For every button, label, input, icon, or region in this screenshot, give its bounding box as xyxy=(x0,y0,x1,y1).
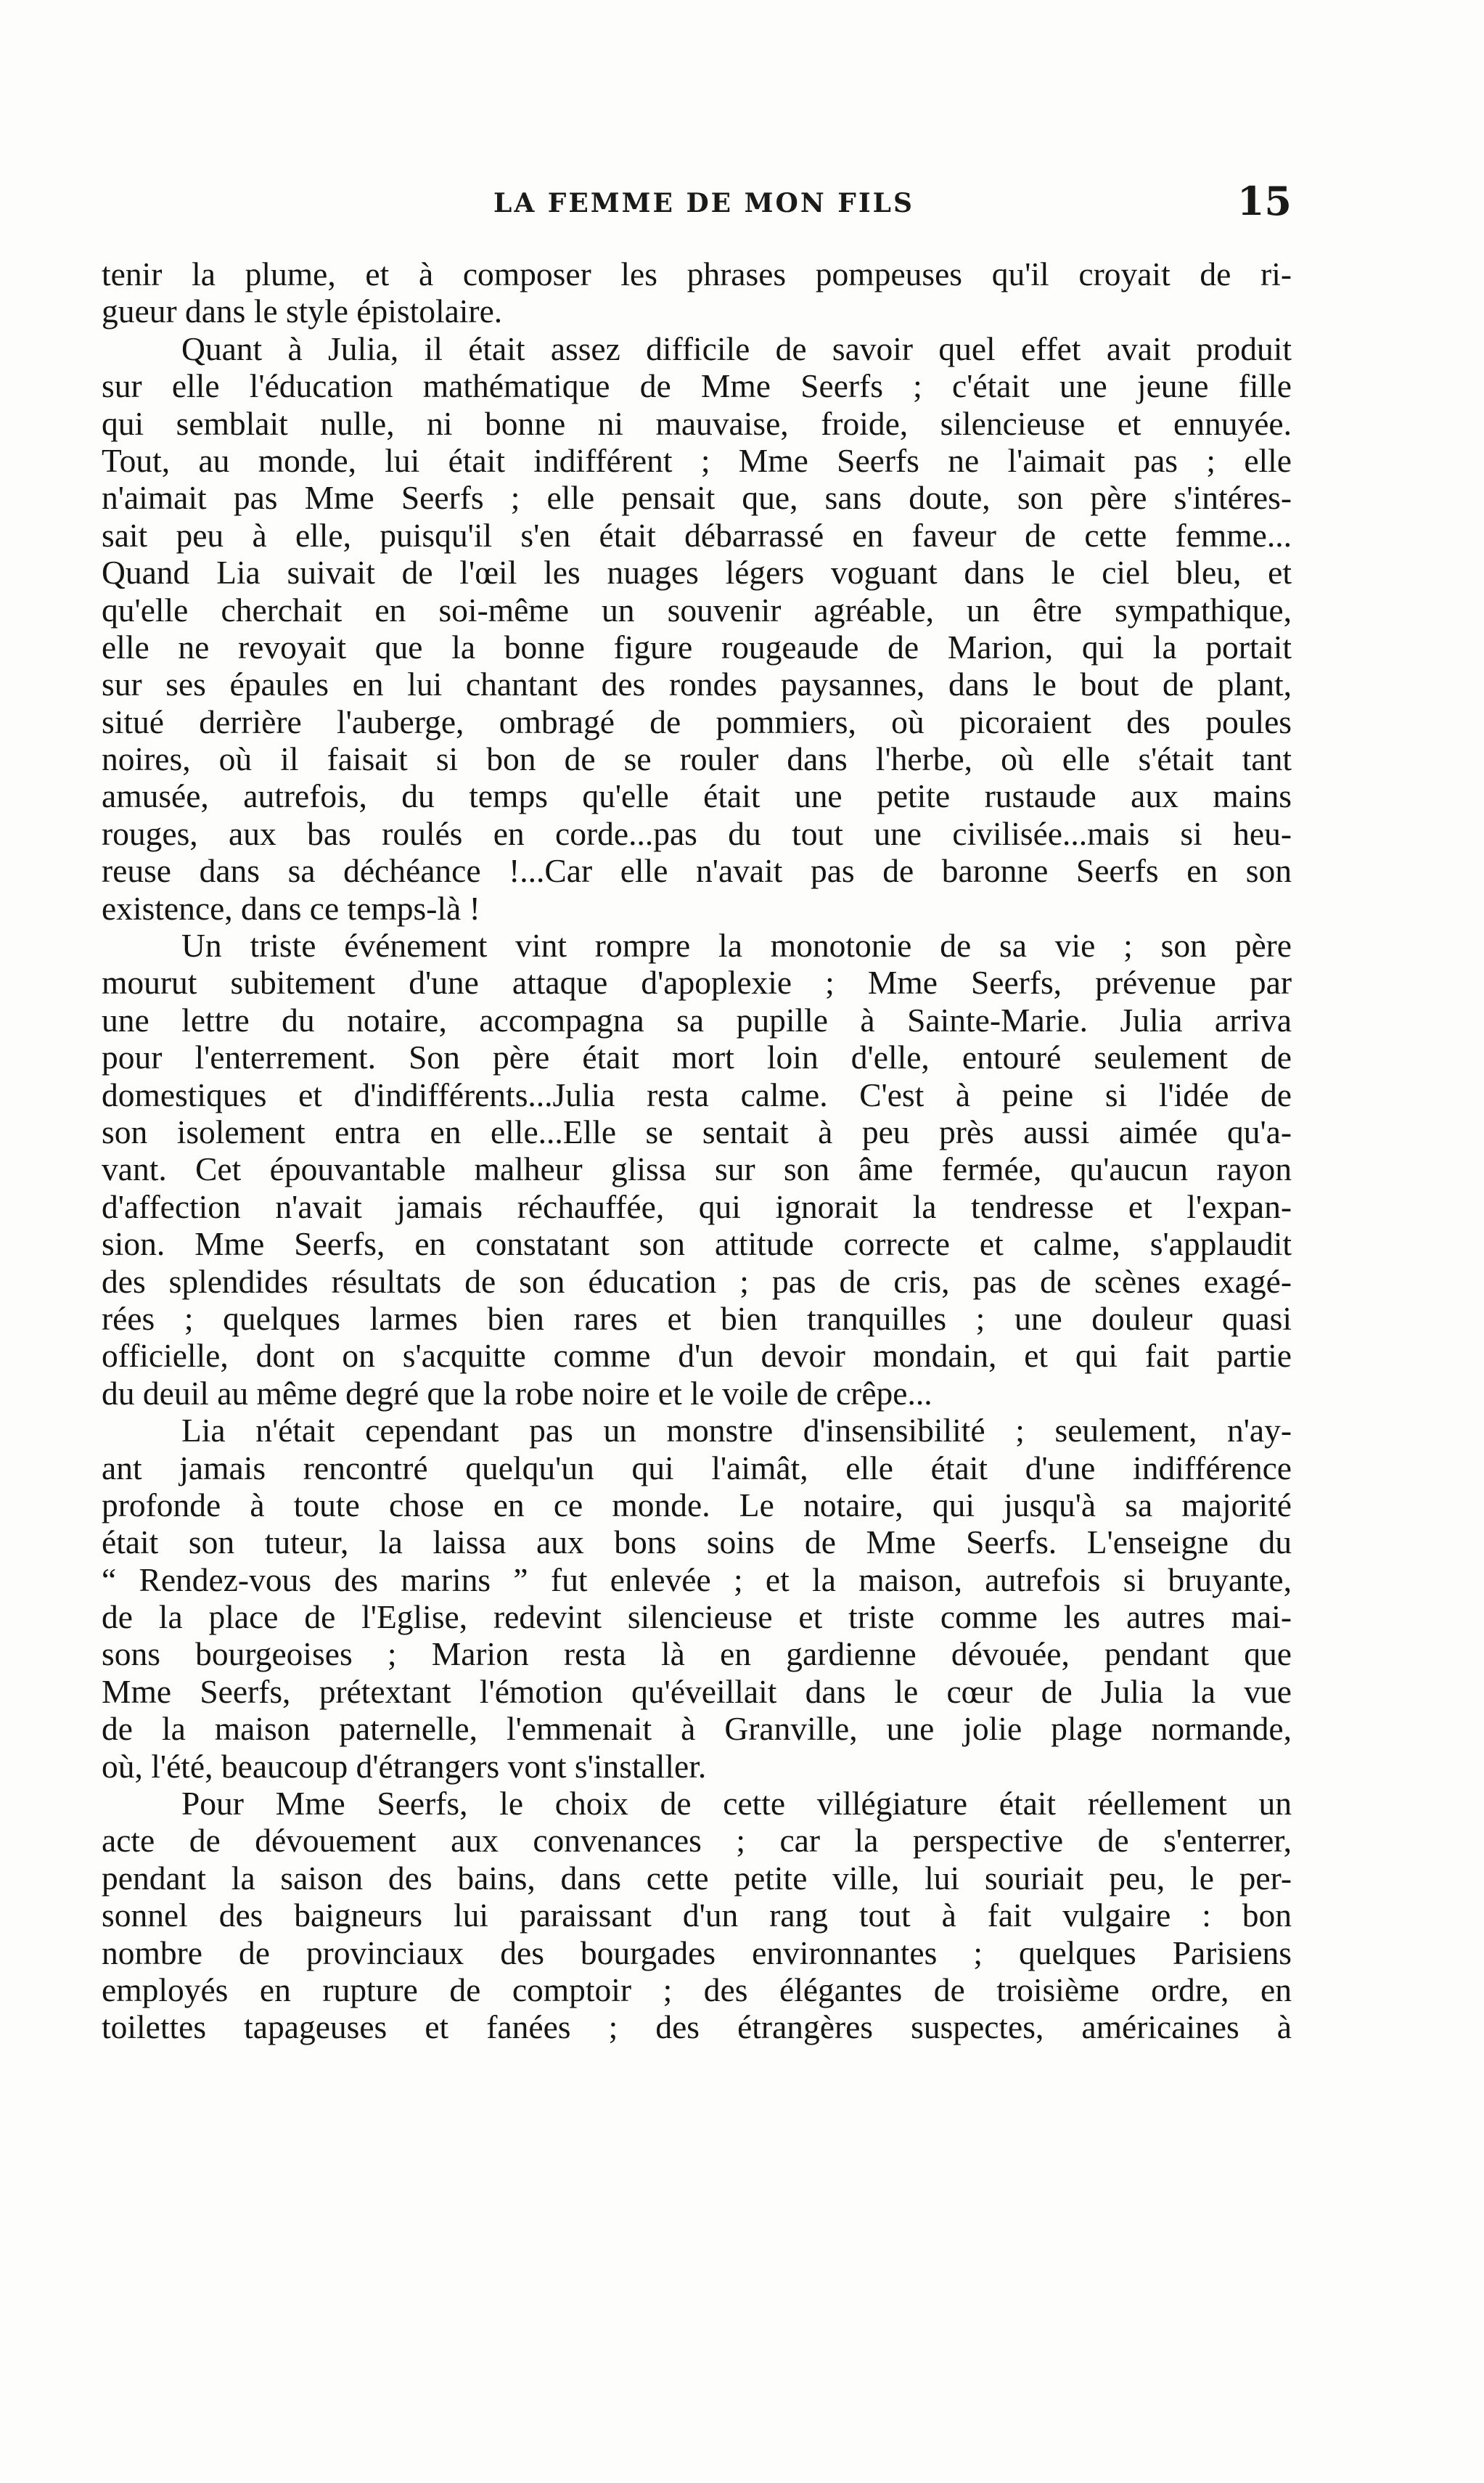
text-line: reuse dans sa déchéance !...Car elle n'avait pas de baronne Seerfs en son xyxy=(102,852,1292,890)
text-line: des splendides résultats de son éducation ; pas de cris, pas de scènes exagé- xyxy=(102,1262,1292,1300)
text-line: tenir la plume, et à composer les phrases pompeuses qu'il croyait de ri- xyxy=(102,255,1292,293)
text-line: Quand Lia suivait de l'œil les nuages légers voguant dans le ciel bleu, et xyxy=(102,554,1292,592)
text-line: une lettre du notaire, accompagna sa pupille à Sainte-Marie. Julia arriva xyxy=(102,1001,1292,1039)
text-line: rées ; quelques larmes bien rares et bien tranquilles ; une douleur quasi xyxy=(102,1299,1292,1337)
body-text xyxy=(102,255,1292,2046)
text-line: ant jamais rencontré quelqu'un qui l'aimât, elle était d'une indifférence xyxy=(102,1449,1292,1486)
text-line: d'affection n'avait jamais réchauffée, qui ignorait la tendresse et l'expan- xyxy=(102,1187,1292,1225)
text-line: Un triste événement vint rompre la monotonie de sa vie ; son père xyxy=(181,927,1292,965)
page-number: 15 xyxy=(1237,178,1292,224)
text-line: Lia n'était cependant pas un monstre d'insensibilité ; seulement, n'ay- xyxy=(181,1412,1292,1449)
running-title: LA FEMME DE MON FILS xyxy=(493,188,914,218)
text-line: Quant à Julia, il était assez difficile de savoir quel effet avait produit xyxy=(181,330,1292,367)
running-head xyxy=(102,178,1292,229)
text-line: situé derrière l'auberge, ombragé de pommiers, où picoraient des poules xyxy=(102,703,1292,740)
text-line: sait peu à elle, puisqu'il s'en était débarrassé en faveur de cette femme... xyxy=(102,516,1292,554)
text-line: mourut subitement d'une attaque d'apoplexie ; Mme Seerfs, prévenue par xyxy=(102,964,1292,1002)
text-line: de la maison paternelle, l'emmenait à Granville, une jolie plage normande, xyxy=(102,1710,1292,1748)
text-line: n'aimait pas Mme Seerfs ; elle pensait que, sans doute, son père s'intéres- xyxy=(102,479,1292,517)
text-line: pour l'enterrement. Son père était mort loin d'elle, entouré seulement de xyxy=(102,1039,1292,1076)
text-line: vant. Cet épouvantable malheur glissa sur son âme fermée, qu'aucun rayon xyxy=(102,1150,1292,1188)
text-line: domestiques et d'indifférents...Julia resta calme. C'est à peine si l'idée de xyxy=(102,1076,1292,1113)
text-line: qu'elle cherchait en soi-même un souvenir agréable, un être sympathique, xyxy=(102,591,1292,629)
text-line: profonde à toute chose en ce monde. Le notaire, qui jusqu'à sa majorité xyxy=(102,1486,1292,1523)
text-line: gueur dans le style épistolaire. xyxy=(102,293,503,330)
text-line: sons bourgeoises ; Marion resta là en gardienne dévouée, pendant que xyxy=(102,1635,1292,1673)
text-line: pendant la saison des bains, dans cette petite ville, lui souriait peu, le per- xyxy=(102,1859,1292,1897)
text-line: nombre de provinciaux des bourgades environnantes ; quelques Parisiens xyxy=(102,1934,1292,1971)
text-line: qui semblait nulle, ni bonne ni mauvaise, froide, silencieuse et ennuyée. xyxy=(102,404,1292,442)
text-line: de la place de l'Eglise, redevint silencieuse et triste comme les autres mai- xyxy=(102,1598,1292,1636)
text-line: sion. Mme Seerfs, en constatant son attitude correcte et calme, s'applaudit xyxy=(102,1225,1292,1263)
text-line: rouges, aux bas roulés en corde...pas du tout une civilisée...mais si heu- xyxy=(102,814,1292,852)
text-line: Tout, au monde, lui était indifférent ; Mme Seerfs ne l'aimait pas ; elle xyxy=(102,441,1292,479)
text-line: noires, où il faisait si bon de se rouler dans l'herbe, où elle s'était tant xyxy=(102,740,1292,778)
text-line: acte de dévouement aux convenances ; car la perspective de s'enterrer, xyxy=(102,1822,1292,1860)
text-line: amusée, autrefois, du temps qu'elle était une petite rustaude aux mains xyxy=(102,777,1292,815)
text-line: sonnel des baigneurs lui paraissant d'un rang tout à fait vulgaire : bon xyxy=(102,1897,1292,1934)
text-line: elle ne revoyait que la bonne figure rougeaude de Marion, qui la portait xyxy=(102,628,1292,666)
text-line: où, l'été, beaucoup d'étrangers vont s'installer. xyxy=(102,1747,707,1785)
text-line: sur ses épaules en lui chantant des rondes paysannes, dans le bout de plant, xyxy=(102,666,1292,703)
text-line: “ Rendez-vous des marins ” fut enlevée ; et la maison, autrefois si bruyante, xyxy=(102,1560,1292,1598)
text-line: sur elle l'éducation mathématique de Mme Seerfs ; c'était une jeune fille xyxy=(102,367,1292,405)
text-line: Mme Seerfs, prétextant l'émotion qu'éveillait dans le cœur de Julia la vue xyxy=(102,1672,1292,1710)
text-line: toilettes tapageuses et fanées ; des étrangères suspectes, américaines à xyxy=(102,2008,1292,2046)
text-line: son isolement entra en elle...Elle se sentait à peu près aussi aimée qu'a- xyxy=(102,1113,1292,1150)
text-line: officielle, dont on s'acquitte comme d'un devoir mondain, et qui fait partie xyxy=(102,1337,1292,1375)
text-line: du deuil au même degré que la robe noire et le voile de crêpe... xyxy=(102,1374,932,1412)
text-line: Pour Mme Seerfs, le choix de cette villégiature était réellement un xyxy=(181,1785,1292,1823)
text-line: employés en rupture de comptoir ; des élégantes de troisième ordre, en xyxy=(102,1971,1292,2008)
text-line: était son tuteur, la laissa aux bons soins de Mme Seerfs. L'enseigne du xyxy=(102,1523,1292,1561)
text-line: existence, dans ce temps-là ! xyxy=(102,889,480,927)
